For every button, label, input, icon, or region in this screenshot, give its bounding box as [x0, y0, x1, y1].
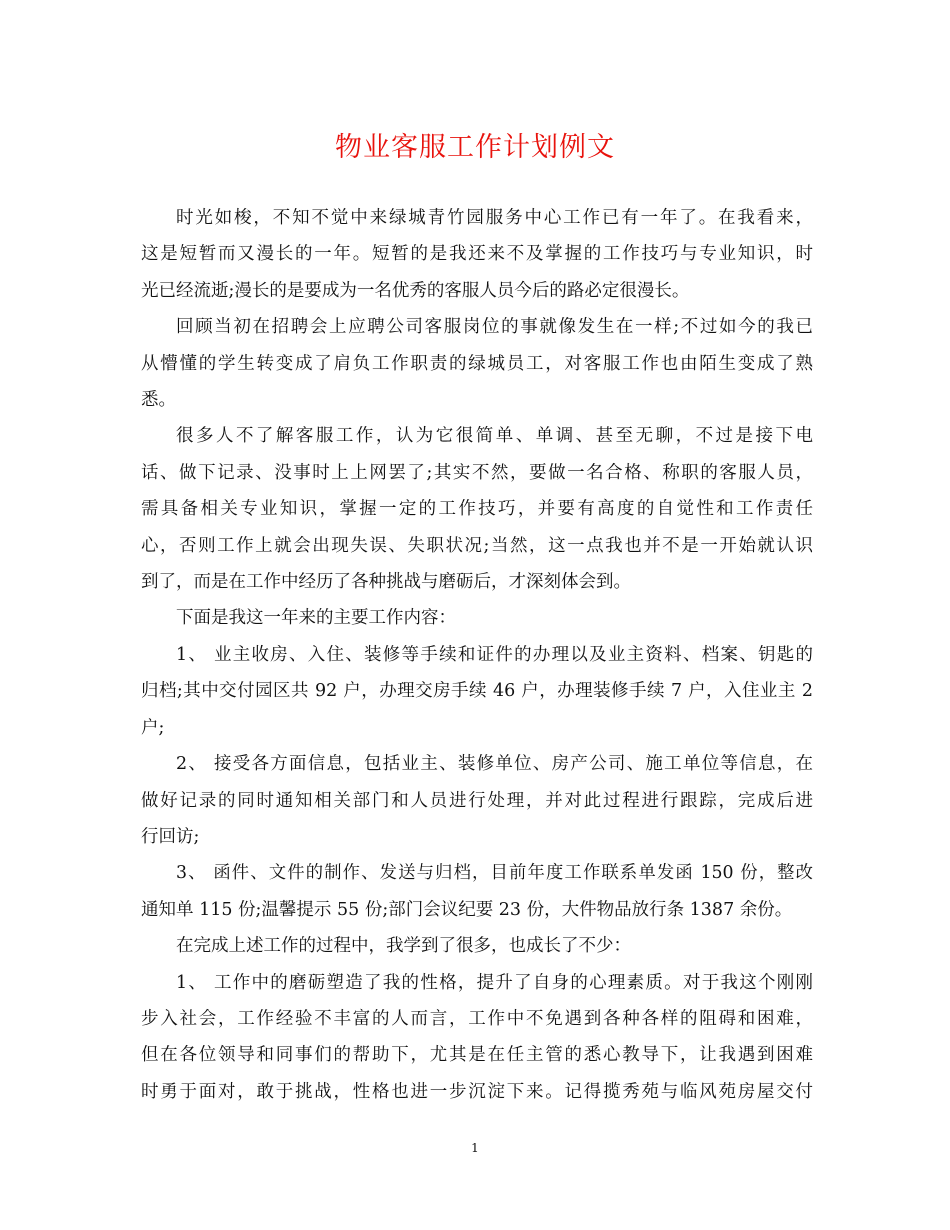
paragraph-line: 1、 业主收房、入住、装修等手续和证件的办理以及业主资料、档案、钥匙的: [176, 644, 813, 665]
paragraph: [141, 309, 813, 418]
paragraph: [141, 965, 813, 1111]
paragraph-line: 需具备相关专业知识，掌握一定的工作技巧，并要有高度的自觉性和工作责任: [141, 499, 813, 520]
paragraph-line: 悉。: [141, 390, 176, 411]
paragraph-line: 行回访;: [141, 826, 200, 847]
paragraph: [141, 637, 813, 746]
paragraph: [141, 200, 813, 309]
paragraph-line: 归档;其中交付园区共 92 户，办理交房手续 46 户，办理装修手续 7 户，入住业主 2: [141, 681, 813, 702]
document-title: 物业客服工作计划例文: [335, 132, 615, 163]
paragraph-line: 话、做下记录、没事时上上网罢了;其实不然，要做一名合格、称职的客服人员，: [141, 462, 813, 483]
page-number: 1: [471, 1141, 479, 1155]
paragraph-line: 但在各位领导和同事们的帮助下，尤其是在任主管的悉心教导下，让我遇到困难: [141, 1045, 813, 1066]
paragraph-line: 做好记录的同时通知相关部门和人员进行处理，并对此过程进行跟踪，完成后进: [141, 790, 813, 811]
paragraph: [141, 746, 813, 855]
paragraph-line: 1、 工作中的磨砺塑造了我的性格，提升了自身的心理素质。对于我这个刚刚: [176, 972, 813, 993]
paragraph-line: 这是短暂而又漫长的一年。短暂的是我还来不及掌握的工作技巧与专业知识，时: [141, 244, 813, 265]
paragraph: [141, 928, 813, 964]
paragraph-line: 户;: [141, 717, 165, 738]
paragraph: [141, 600, 813, 636]
paragraph-line: 从懵懂的学生转变成了肩负工作职责的绿城员工，对客服工作也由陌生变成了熟: [141, 353, 813, 374]
paragraph-line: 光已经流逝;漫长的是要成为一名优秀的客服人员今后的路必定很漫长。: [141, 280, 690, 301]
paragraph-line: 到了，而是在工作中经历了各种挑战与磨砺后，才深刻体会到。: [141, 572, 631, 593]
paragraph: [141, 418, 813, 600]
paragraph-line: 在完成上述工作的过程中，我学到了很多，也成长了不少：: [176, 936, 631, 957]
document-body: [141, 200, 813, 1110]
paragraph-line: 3、 函件、文件的制作、发送与归档，目前年度工作联系单发函 150 份，整改: [176, 863, 813, 884]
paragraph: [141, 855, 813, 928]
paragraph-line: 通知单 115 份;温馨提示 55 份;部门会议纪要 23 份，大件物品放行条 1387 余份。: [141, 899, 793, 920]
paragraph-line: 时光如梭，不知不觉中来绿城青竹园服务中心工作已有一年了。在我看来，: [176, 208, 813, 228]
paragraph-line: 回顾当初在招聘会上应聘公司客服岗位的事就像发生在一样;不过如今的我已: [176, 317, 813, 338]
paragraph-line: 很多人不了解客服工作，认为它很简单、单调、甚至无聊，不过是接下电: [176, 426, 813, 447]
paragraph-line: 步入社会，工作经验不丰富的人而言，工作中不免遇到各种各样的阻碍和困难，: [141, 1008, 813, 1029]
paragraph-line: 心，否则工作上就会出现失误、失职状况;当然，这一点我也并不是一开始就认识: [141, 535, 813, 556]
paragraph-line: 2、 接受各方面信息，包括业主、装修单位、房产公司、施工单位等信息，在: [176, 754, 813, 775]
paragraph-line: 时勇于面对，敢于挑战，性格也进一步沉淀下来。记得揽秀苑与临风苑房屋交付: [141, 1081, 813, 1102]
paragraph-line: 下面是我这一年来的主要工作内容：: [176, 608, 456, 629]
